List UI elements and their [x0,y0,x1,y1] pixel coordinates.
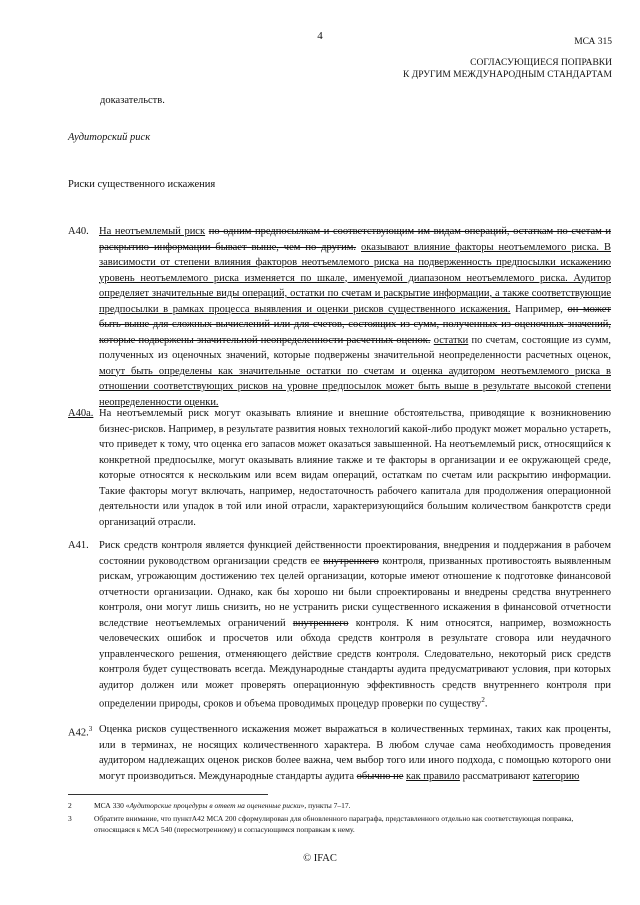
paragraph-text: Риск средств контроля является функцией действенности проектирования, внедрения и поддержания в рабочем состоянии руководством организации средств ее внутреннего контроля, призванных противостоять выявленным рискам, угрожающим достижению тех целей организации, которые имеют отношение к подготовке финансовой отчетности организации. Однако, как бы хорошо ни были спроектированы и внедрены средства внутреннего контроля, они могут лишь снизить, но не устранить риски существенного искажения в финансовой отчетности вследствие неотъемлемых ограничений внутреннего контроля. К ним относятся, например, возможность человеческих ошибок и просчетов или обхода средств контроля в результате сговора или неудачного управленческого решения, отменяющего действие средств контроля. Следовательно, некоторый риск средств контроля будет существовать всегда. Международные стандарты аудита предусматривают условия, при которых аудитор должен или может проверять операционную эффективность средств внутреннего контроля при определении природы, сроков и объема проводимых процедур проверки по существу$^2$. [99,540,612,710]
inserted-text: категорию [532,770,580,782]
inserted-text: На неотъемлемый риск [99,226,206,237]
paragraph-label: A40. [68,226,89,237]
deleted-text: внутреннего [323,555,379,567]
paragraph-label: A41. [68,540,89,551]
paragraph-text: Оценка рисков существенного искажения может выражаться в количественных терминах, таких как проценты, или в терминах, не носящих количественного характера. В любом случае сама необходимость проведения аудитором надлежащих оценок рисков более важна, чем выбор того или иного подхода, с помощью которого они могут производиться. Международные стандарты аудита обычно не как правило рассматривают категорию [99,724,611,782]
paragraph-text: На неотъемлемый риск по одним предпосылкам и соответствующим им видам операций, остаткам по счетам и раскрытию информации бывает выше, чем по другим. оказывают влияние факторы неотъемлемого риска. В зависимости от степени влияния факторов неотъемлемого риска на подверженность предпосылки искажению уровень неотъемлемого риска изменяется по шкале, именуемой диапазоном неотъемлемого риска. Аудитор определяет значительные виды операций, остатки по счетам и раскрытие информации, а также соответствующие предпосылки в рамках процесса выявления и оценки рисков существенного искажения. Например, он может быть выше для сложных вычислений или для счетов, состоящих из сумм, полученных из оценочных значений, которые подвержены значительной неопределенности расчетных оценок. остатки по счетам, состоящие из сумм, полученных из оценочных значений, которые подвержены значительной неопределенности расчетных оценок, могут быть определены как значительные остатки по счетам и оценка аудитором неотъемлемого риска в отношении соответствующих рисков на уровне предпосылок может быть выше в результате высокой степени неопределенности оценки. [99,226,612,408]
header-line-1: СОГЛАСУЮЩИЕСЯ ПОПРАВКИ [470,58,612,68]
page-number: 4 [317,30,323,42]
continuation-text: доказательств. [100,95,165,106]
inserted-text: остатки [433,334,469,346]
paragraph-text: На неотъемлемый риск могут оказывать влияние и внешние обстоятельства, приводящие к возникновению бизнес-рисков. Например, в результате развития новых технологий какой-либо продукт может морально устареть, что приведет к тому, что оценка его запасов может оказаться завышенной. На неотъемлемый риск, относящийся к конкретной предпосылке, могут оказывать влияние также и те факторы в организации и ее окружающей среде, которые относятся к нескольким или всем видам операций, остаткам по счетам или раскрытию информации. Такие факторы могут включать, например, недостаточность рабочего капитала для продолжения операционной деятельности или упадок в той или иной отрасли, характеризующийся большим количеством банкротств среди организаций отрасли. [99,408,611,528]
deleted-text: по одним предпосылкам и соответствующим им видам операций, остаткам по счетам и раскрытию информации бывает выше, чем по другим. [99,226,612,253]
heading-rmm: Риски существенного искажения [68,179,216,190]
paragraph-a40 [68,224,611,410]
paragraph-label: A40a. [68,408,94,419]
footnote-ref[interactable]: 2 [481,696,485,704]
page-footer: © IFAC [303,853,337,864]
running-header [403,57,612,81]
footnote-ref[interactable]: 3 [88,725,93,733]
inserted-text: оказывают влияние факторы неотъемлемого риска. В зависимости от степени влияния факторов неотъемлемого риска на подверженность предпосылки искажению уровень неотъемлемого риска изменяется по шкале, именуемой диапазоном неотъемлемого риска. Аудитор определяет значительные виды операций, остатки по счетам и раскрытие информации, а также соответствующие предпосылки в рамках процесса выявления и оценки рисков существенного искажения. [99,241,611,315]
footnote-text: Обратите внимание, что пунктA42 МСА 200 сформулирован для обновленного параграфа, представленного отдельно как соответствующая поправка, относящаяся к МСА 540 (пересмотренному) и согласующимся поправкам к нему. [94,814,574,834]
footnote-mark: 2 [68,801,72,810]
paragraph-a41 [68,538,611,712]
inserted-text: как правило [406,770,460,782]
deleted-text: обычно не [356,770,404,782]
inserted-text: могут быть определены как значительные остатки по счетам и оценка аудитором неотъемлемого риска в отношении соответствующих рисков на уровне предпосылок может быть выше в результате высокой степени неопределенности оценки. [99,365,611,408]
header-line-2: К ДРУГИМ МЕЖДУНАРОДНЫМ СТАНДАРТАМ [403,70,612,80]
heading-audit-risk: Аудиторский риск [68,132,151,143]
paragraph-a42 [68,722,611,784]
footnote-3 [68,813,611,835]
paragraph-a40a [68,406,611,530]
doc-code: МСА 315 [574,37,612,47]
footnote-mark: 3 [68,814,72,823]
deleted-text: он может быть выше для сложных вычислений или для счетов, состоящих из сумм, полученных из оценочных значений, которые подвержены значительной неопределенности расчетных оценок. [99,303,612,346]
footnote-2 [68,800,611,811]
footnote-text: МСА 330 «Аудиторские процедуры в ответ на оцененные риски», пункты 7–17. [94,801,351,810]
footnote-divider [68,794,268,795]
paragraph-label: A42.$^3$ [68,725,93,739]
deleted-text: внутреннего [292,617,349,629]
